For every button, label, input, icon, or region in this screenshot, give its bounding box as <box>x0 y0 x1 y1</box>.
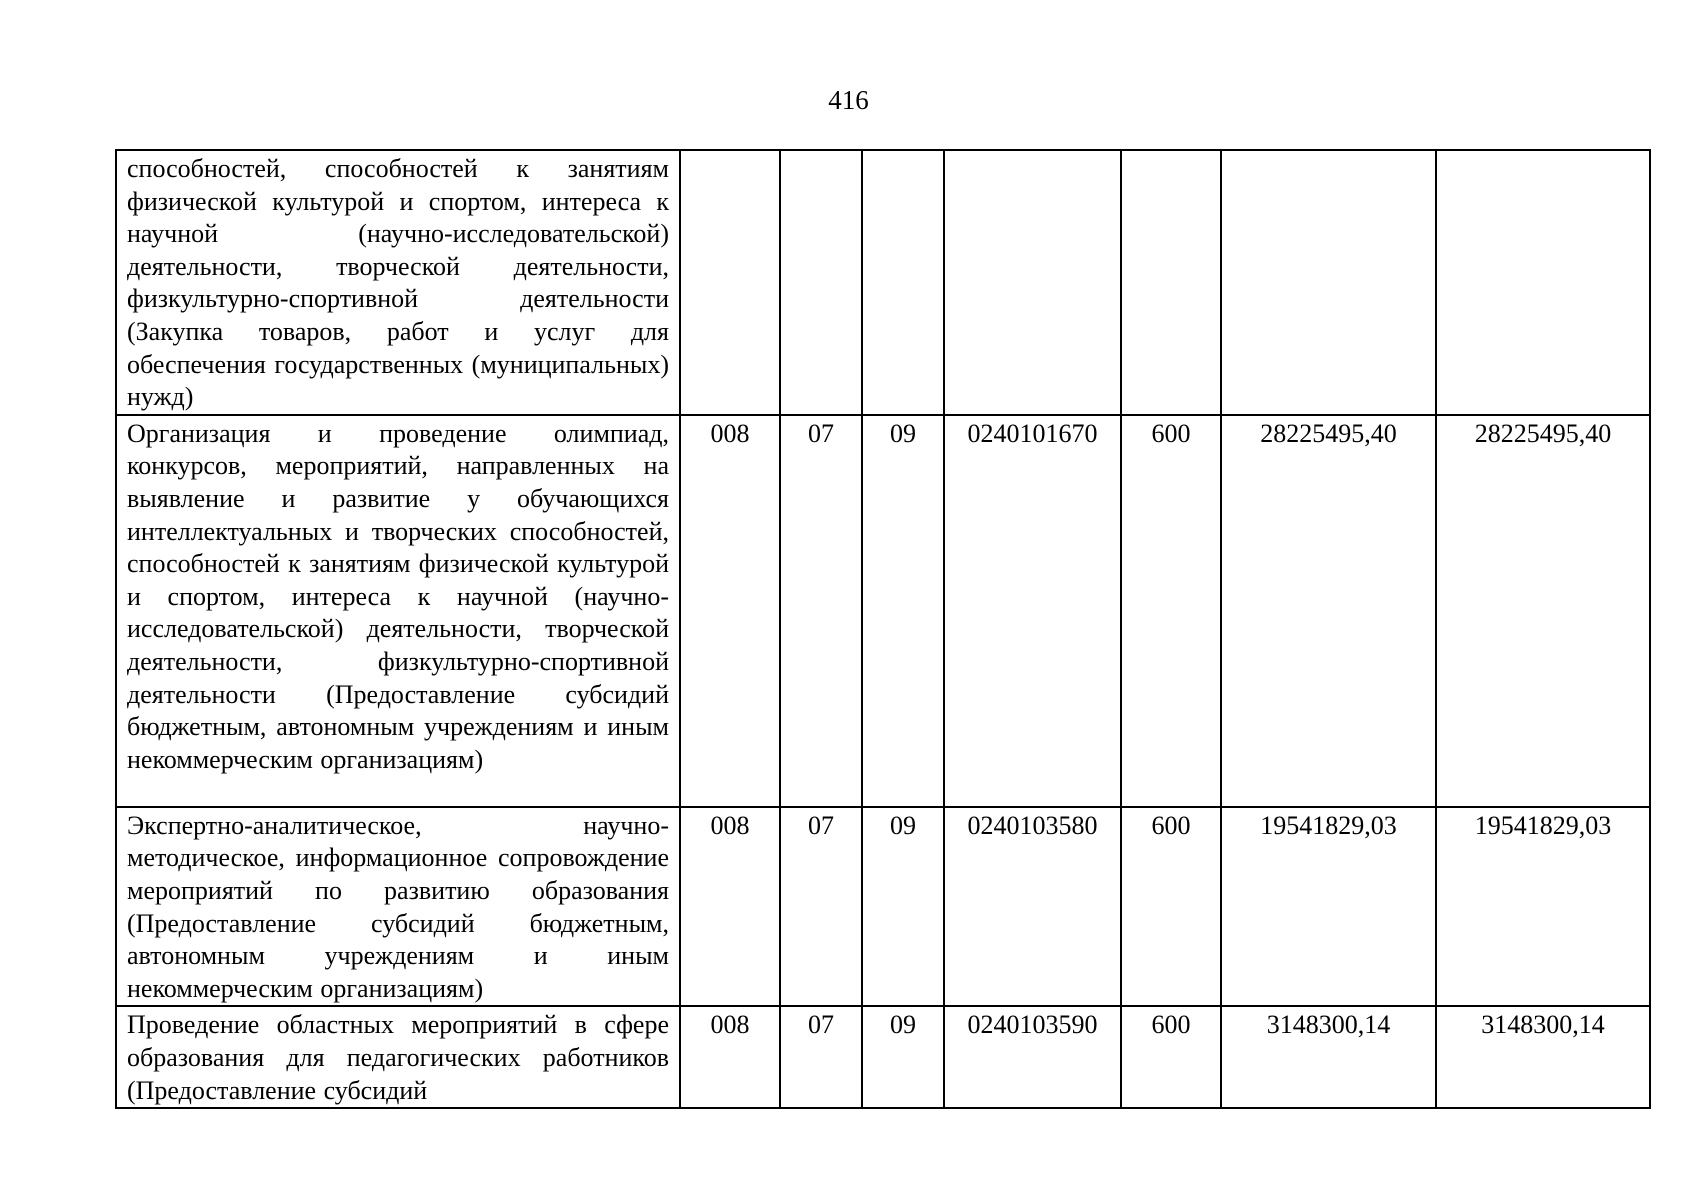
target-article-code: 0240101670 <box>944 415 1121 807</box>
amount-1 <box>1221 150 1436 415</box>
table-row <box>116 415 1650 807</box>
page-number: 416 <box>828 85 869 115</box>
ministry-code <box>680 150 780 415</box>
subsection-code: 09 <box>862 1006 944 1108</box>
budget-table <box>115 149 1651 1109</box>
row-description: Организация и проведение олимпиад, конкурсов, мероприятий, направленных на выявление и развитие у обучающихся интеллектуальных и творческих способностей, способностей к занятиям физической культурой и спортом, интереса к научной (научно-исследовательской) деятельности, творческой деятельности, физкультурно-спортивной деятельности (Предоставление субсидий бюджетным, автономным учреждениям и иным некоммерческим организациям) <box>116 415 680 807</box>
expense-type-code: 600 <box>1121 415 1221 807</box>
expense-type-code: 600 <box>1121 807 1221 1007</box>
target-article-code <box>944 150 1121 415</box>
row-description: способностей, способностей к занятиям физической культурой и спортом, интереса к научной (научно-исследовательской) деятельности, творческой деятельности, физкультурно-спортивной деятельности (Закупка товаров, работ и услуг для обеспечения государственных (муниципальных) нужд) <box>116 150 680 415</box>
amount-1: 19541829,03 <box>1221 807 1436 1007</box>
amount-1: 3148300,14 <box>1221 1006 1436 1108</box>
amount-2: 3148300,14 <box>1436 1006 1650 1108</box>
table-row <box>116 807 1650 1007</box>
section-code: 07 <box>780 807 862 1007</box>
table-row <box>116 150 1650 415</box>
ministry-code: 008 <box>680 1006 780 1108</box>
subsection-code: 09 <box>862 415 944 807</box>
amount-2 <box>1436 150 1650 415</box>
ministry-code: 008 <box>680 807 780 1007</box>
row-description: Проведение областных мероприятий в сфере образования для педагогических работников (Предоставление субсидий <box>116 1006 680 1108</box>
subsection-code <box>862 150 944 415</box>
expense-type-code <box>1121 150 1221 415</box>
table-row <box>116 1006 1650 1108</box>
section-code: 07 <box>780 415 862 807</box>
amount-2: 19541829,03 <box>1436 807 1650 1007</box>
subsection-code: 09 <box>862 807 944 1007</box>
target-article-code: 0240103580 <box>944 807 1121 1007</box>
section-code: 07 <box>780 1006 862 1108</box>
amount-2: 28225495,40 <box>1436 415 1650 807</box>
target-article-code: 0240103590 <box>944 1006 1121 1108</box>
section-code <box>780 150 862 415</box>
amount-1: 28225495,40 <box>1221 415 1436 807</box>
expense-type-code: 600 <box>1121 1006 1221 1108</box>
ministry-code: 008 <box>680 415 780 807</box>
row-description: Экспертно-аналитическое, научно-методическое, информационное сопровождение мероприятий по развитию образования (Предоставление субсидий бюджетным, автономным учреждениям и иным некоммерческим организациям) <box>116 807 680 1007</box>
